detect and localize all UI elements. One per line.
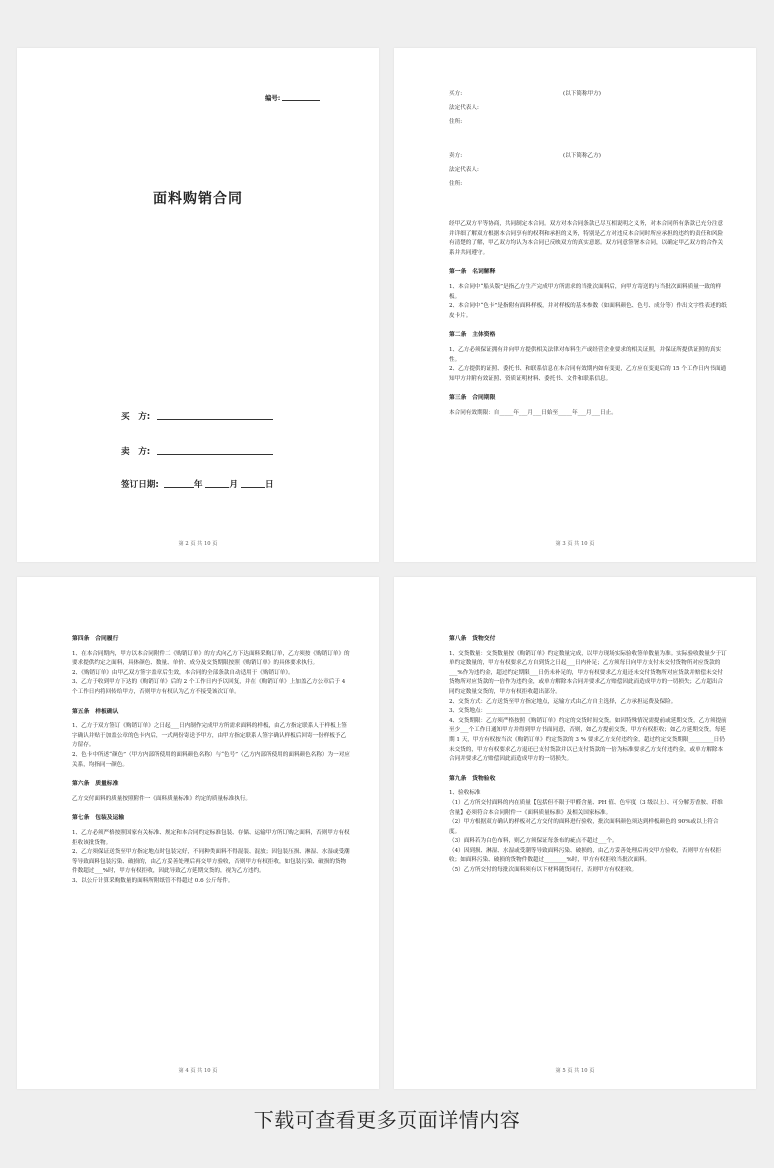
sign-date-field [121,478,274,490]
seller-label: 卖 方: [121,447,151,457]
legal-rep-text: 法定代表人: [449,105,479,111]
day-label: 日 [265,480,274,490]
month-label: 月 [229,480,239,490]
article-8-title: 第八条 货物交付 [449,636,496,642]
legal-rep-text-2: 法定代表人: [449,167,479,173]
article-9-para-2: （2）甲方根据双方确认的样板对乙方交付的面料进行验收，批次面料颜色须达到样板颜色的 90%或以上符合度。 [449,819,719,835]
article-9-title: 第九条 货物验收 [449,775,496,782]
address-row [449,118,728,132]
contract-number [265,93,320,102]
article-9-para-1: （1）乙方所交付面料的内在质量【包括但不限于甲醛含量、PH 值、色牢度（3 级以上）、可分解芳香胺、纤维含量】必须符合本合同附件一《面料质量标准》及相关国家标准。 [449,799,723,816]
buyer-field [121,410,273,422]
article-9-para-4: （4）因到损、淋湿、水湿或受潮等导致面料污染、破损的，由乙方妥善处理后再交甲方验收，否则甲方有权拒收；如面料污染、破损的货物件数超过________%时，甲方有权拒收当批次面料。 [449,847,722,864]
article-3-para-1: 本合同有效期限：自_____年___月___日始至_____年___月___日止。 [449,409,617,416]
year-label: 年 [193,480,203,490]
day-line [241,487,265,488]
article-2-para-1: 1、乙方必须保证拥有并向甲方提供相关法律对布料生产或经营企业要求的相关证照，并保证所提供证照的真实性。 [449,346,722,363]
article-8-para-2: 2、交货方式：乙方送货至甲方指定地点，运输方式由乙方自主选择，乙方承担运费及保险。 [449,698,677,705]
seller-row [449,152,728,166]
article-6-title: 第六条 质量标准 [72,781,119,788]
legal-rep-row-2 [449,166,728,180]
article-body [449,635,728,876]
document-page-cover [17,48,379,562]
buyer-label: 买 方: [121,412,151,422]
article-9-subtitle: 1、验收标准 [449,790,481,797]
article-6-para-1: 乙方交付面料的质量按照附件一《面料质量标准》约定的质量标准执行。 [72,795,252,802]
article-9-para-5: （5）乙方所交付的每批次面料须有以下材料随货同行，否则甲方有权拒收。 [449,867,638,874]
article-7-para-2: 2、乙方须保证送货至甲方指定地点时包装完好，不同种类面料不得混装、混放；因包装压损、淋湿、水湿或受潮等导致面料包装污染、破损的，由乙方妥善处理后再交甲方验收，否则甲方有权拒收，如包装污染、破损的货物件数超过___%时，甲方有权拒收，因此导致乙方延期交货的，视为乙方违约。 [72,849,350,875]
contract-title: 面料购销合同 [153,191,243,207]
watermark [89,344,130,389]
page-number: 第 5 页 共 10 页 [555,1068,595,1074]
article-8-para-3: 3、交货地点：________________ [449,708,531,715]
document-page-3 [394,48,756,562]
article-7-title: 第七条 包装及运输 [72,815,125,822]
seller-text: 卖方: [449,153,463,159]
article-8-para-1: 1、交货数量：交货数量按《购销订单》约定数量完成，以甲方现场实际验收签单数量为准。实际验收数量少于订单约定数量的，甲方有权要求乙方自到货之日起___日内补足；乙方须每日向甲方支付未交付货物所对应货款的___%作为违约金，超过约定期限___日仍未补足的，甲方有权要求乙方退还未交付货物所对应货款并赔偿未交付货物所对应货款的一倍作为违约金，或单方解除本合同并要求乙方赔偿因此而造成甲方的一切损失；乙方超出合同约定数量交货的，甲方有权拒收超出部分。 [449,650,727,695]
seller-line [157,454,273,455]
address-text-2: 住所: [449,181,463,187]
article-5-title: 第五条 样板确认 [72,708,119,715]
article-1-para-2: 2、本合同中“色卡”是指附有面料样板，并对样板的基本参数（如面料颜色、色号、成分等）作出文字性表述的纸皮卡片。 [449,303,727,319]
seller-note: (以下简称乙方) [563,153,601,159]
parties-section [449,90,728,194]
buyer-row [449,90,728,104]
article-1-title: 第一条 名词解释 [449,269,496,276]
page-number: 第 2 页 共 10 页 [178,541,218,547]
article-3-title: 第三条 合同期限 [449,395,496,402]
contract-number-line [282,100,320,101]
download-caption: 下载可查看更多页面详情内容 [253,1108,521,1132]
buyer-note: (以下简称甲方) [563,91,601,97]
article-4-para-2: 2、《购销订单》由甲乙双方签字盖章后生效，本合同的全部条款自动适用于《购销订单》。 [72,669,294,676]
contract-number-label: 编号: [265,94,281,102]
article-7-para-1: 1、乙方必须严格按照国家有关标准、规定和本合同约定标准包装、存储、运输甲方所订购之面料，否则甲方有权拒收该批货物。 [72,829,350,846]
article-4-title: 第四条 合同履行 [72,636,119,642]
article-1-para-1: 1、本合同中“船头版”是指乙方生产完成甲方所需求的当批次面料后，向甲方寄送的与当批次面料质量一致的样板。 [449,283,722,300]
article-2-para-2: 2、乙方提供的证照、委托书、和联系信息在本合同有效期内如有变更，乙方应在变更后的 15 个工作日内书面通知甲方并附有效证照、资质证明材料、委托书、文件和联系信息。 [449,366,727,382]
article-5-para-1: 1、乙方于双方签订《购销订单》之日起___日内制作完成甲方所需求面料的样板，由乙方指定联系人于样板上签字确认并贴于加盖公章的色卡内后，一式两份寄送予甲方，由甲方指定联系人签字确认样板后回寄一份样板予乙方留存。 [72,723,347,749]
month-line [205,487,229,488]
article-body [449,220,728,419]
document-page-5 [394,577,756,1089]
article-7-para-3: 3、以公斤计算采购数量的面料所附纸管不得超过 0.6 公斤每件。 [72,877,234,884]
article-5-para-2: 2、色卡中所述“颜色”（甲方内部所使用的面料颜色名称）与“色号”（乙方内部所使用的面料颜色名称）为一对应关系，均指同一颜色。 [72,751,350,768]
page-number: 第 3 页 共 10 页 [555,541,595,547]
article-8-para-4: 4、交货期限：乙方须严格按照《购销订单》约定的交货时间交货。如因特殊情况需提前或延期交货，乙方须提前至少___个工作日通知甲方并得到甲方书面同意，否则，如乙方提前交货，甲方有权拒收；如乙方延期交货，每延期 1 天，甲方有权按当次《购销订单》约定货款的 3 % 要求乙方支付违约金，超过约定交货期限_________日仍未交货的，甲方有权要求乙方退还已支付货款并以已支付货款的一倍为标准要求乙方支付违约金，或单方解除本合同并要求乙方赔偿因此而造成甲方的一切损失。 [449,717,727,763]
buyer-text: 买方: [449,91,463,97]
address-text: 住所: [449,119,463,125]
seller-field [121,445,273,457]
article-9-para-3: （3）面料若为白色布料，则乙方须保证每条布的疵点不超过___个。 [449,838,618,845]
page-number: 第 4 页 共 10 页 [178,1068,218,1074]
article-body [72,635,351,886]
article-4-para-1: 1、在本合同期内，甲方以本合同附件二《购销订单》的方式向乙方下达面料采购订单，乙方须按《购销订单》的要求提供约定之面料，具体颜色、数量、单价、成分及交货期限按照《购销订单》的具体要求执行。 [72,650,350,667]
sign-date-label: 签订日期: [121,480,159,490]
article-2-title: 第二条 主体资格 [449,332,496,339]
document-page-4 [17,577,379,1089]
address-row-2 [449,180,728,194]
year-line [164,487,194,488]
article-4-para-3: 3、乙方于收到甲方下达的《购销订单》后的 2 个工作日内予以回复，并在《购销订单》上加盖乙方公章后于 4 个工作日内将回传给甲方，否则甲方有权认为乙方不接受该次订单。 [72,679,346,695]
legal-rep-row [449,104,728,118]
buyer-line [157,419,273,420]
intro-paragraph: 经甲乙双方平等协商，共同制定本合同。双方对本合同条款已尽互相说明之义务，对本合同所有条款已充分注意并详细了解双方根据本合同享有的权利和承担的义务，特别是乙方对违反本合同时所应承担的违约的责任和风险有清楚的了解，甲乙双方均认为本合同已反映双方的真实意愿。双方同意签署本合同，以确定甲乙双方的合作关系并共同遵守。 [449,221,724,256]
